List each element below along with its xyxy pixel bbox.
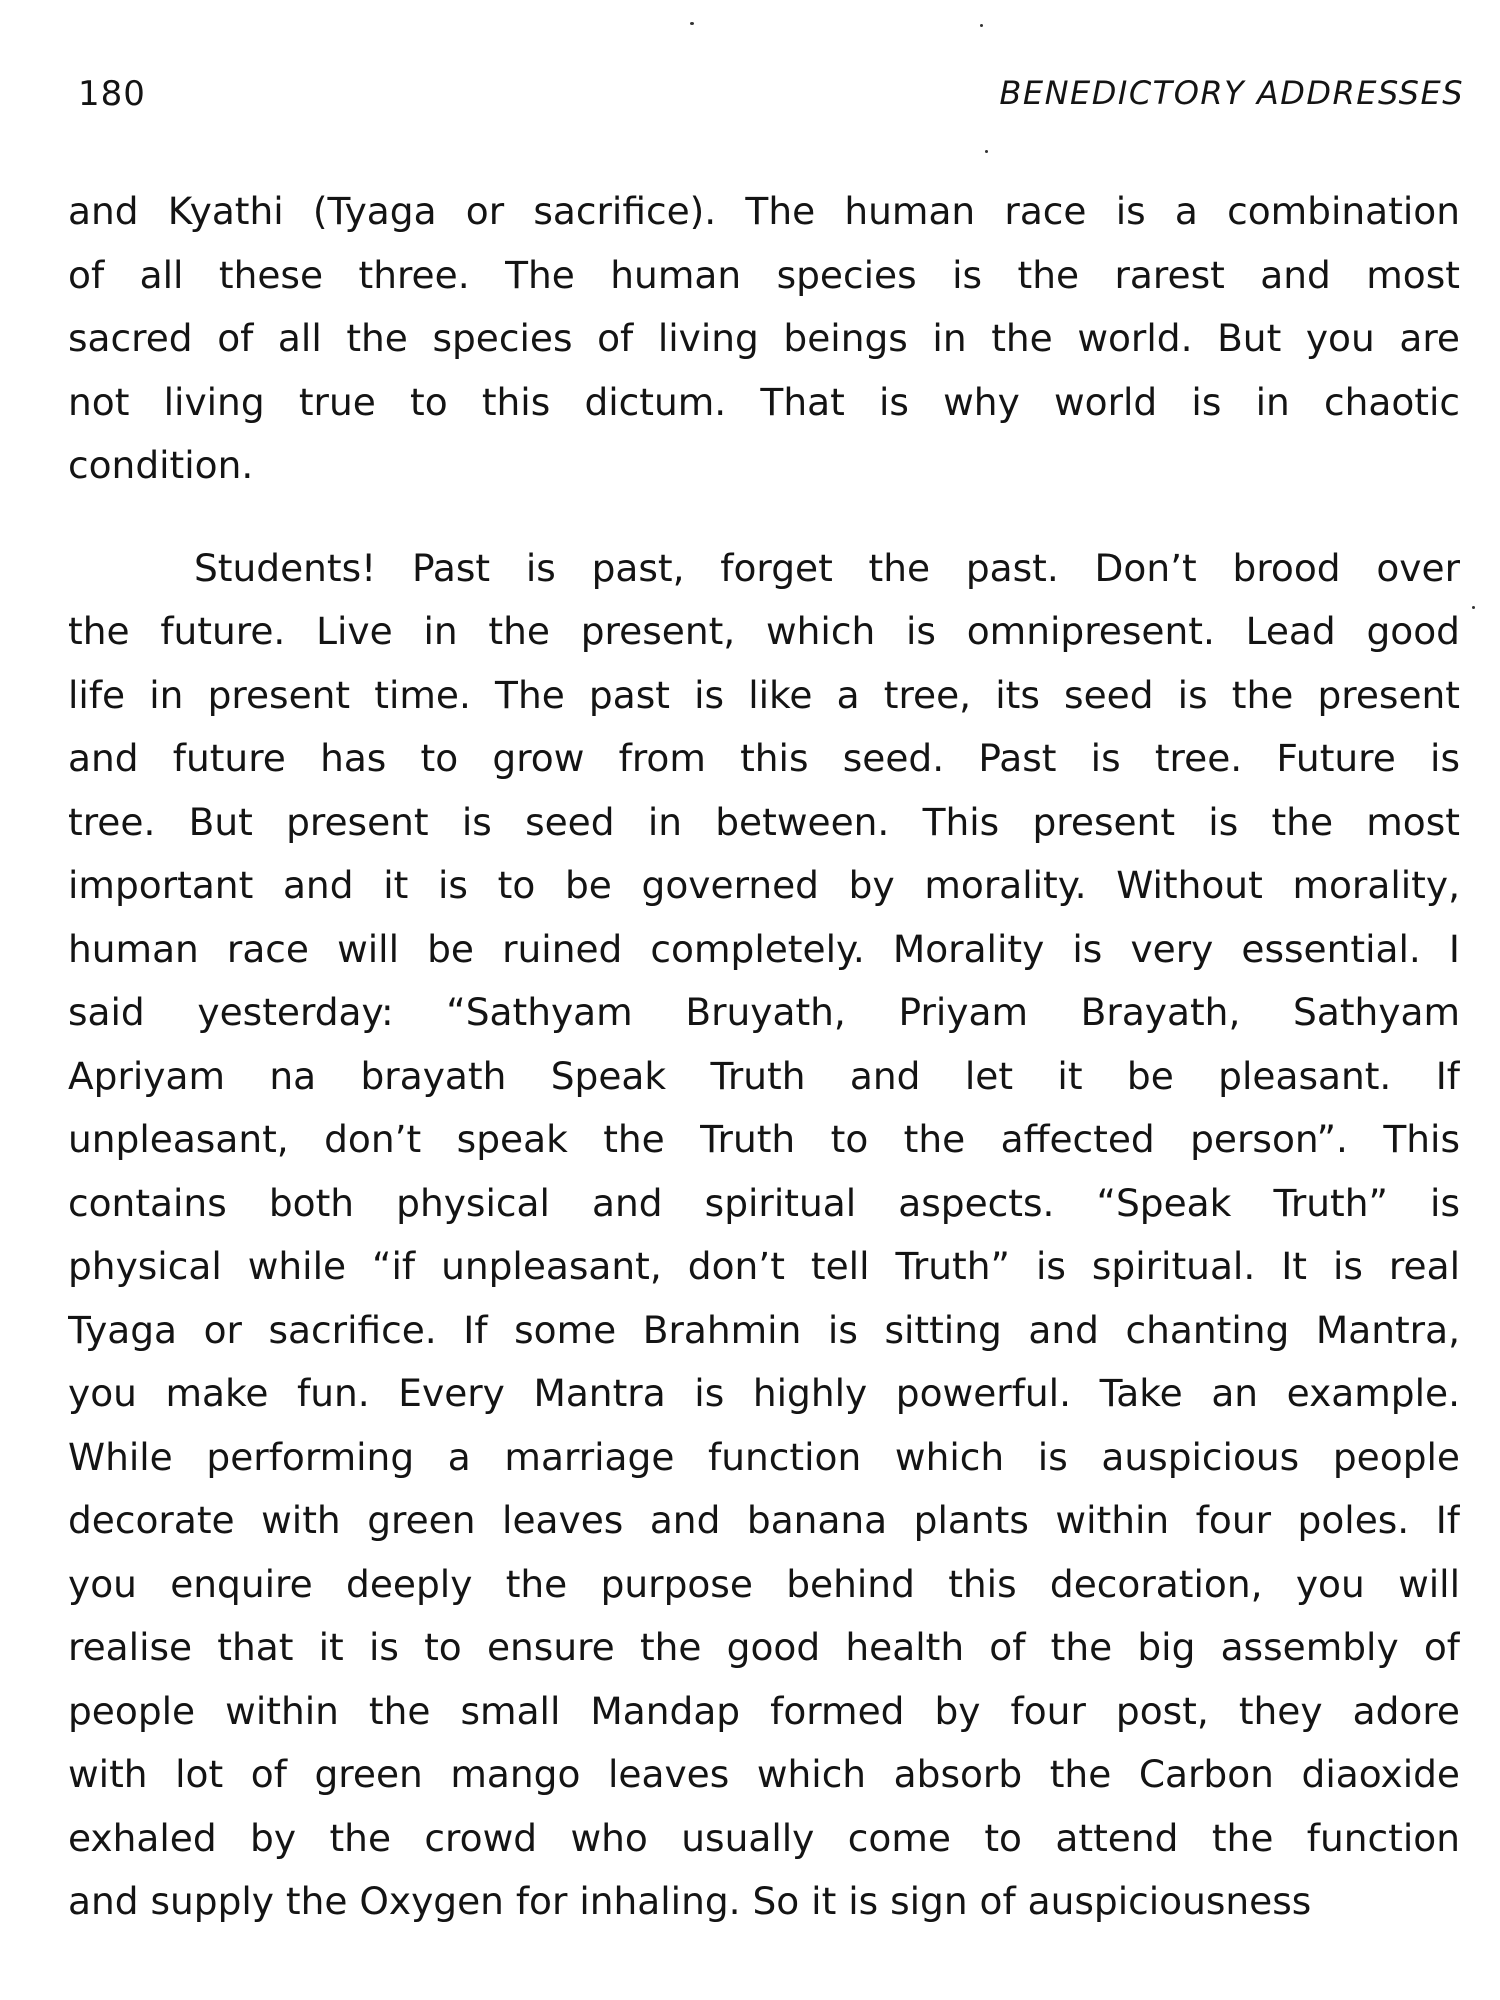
text-line: of all these three. The human species is the rarest and most — [68, 252, 1460, 297]
paragraph — [68, 537, 1460, 1934]
text-line: realise that it is to ensure the good health of the big assembly of — [68, 1625, 1460, 1669]
text-line: condition. — [68, 443, 254, 487]
text-line: decorate with green leaves and banana plants within four poles. If — [68, 1498, 1460, 1542]
text-line: Students! Past is past, forget the past. Don’t brood over — [194, 545, 1460, 590]
text-line: important and it is to be governed by morality. Without morality, — [68, 863, 1460, 907]
scan-speck — [690, 22, 694, 25]
text-line: and future has to grow from this seed. Past is tree. Future is — [68, 736, 1460, 780]
text-line: the future. Live in the present, which is omnipresent. Lead good — [68, 609, 1460, 653]
running-head: BENEDICTORY ADDRESSES — [999, 74, 1464, 112]
text-line: sacred of all the species of living beings in the world. But you are — [68, 316, 1460, 360]
scan-speck — [1472, 606, 1475, 609]
text-line: you make fun. Every Mantra is highly powerful. Take an example. — [68, 1371, 1460, 1415]
text-line: said yesterday: “Sathyam Bruyath, Priyam Brayath, Sathyam — [68, 990, 1460, 1034]
text-line: physical while “if unpleasant, don’t tell Truth” is spiritual. It is real — [68, 1244, 1460, 1288]
scan-speck — [985, 150, 988, 153]
text-line: life in present time. The past is like a tree, its seed is the present — [68, 672, 1460, 717]
text-line: and Kyathi (Tyaga or sacrifice). The human race is a combination — [68, 189, 1460, 233]
text-line: While performing a marriage function which is auspicious people — [68, 1434, 1460, 1479]
paragraph-gap — [68, 498, 1460, 537]
text-line: tree. But present is seed in between. This present is the most — [68, 799, 1460, 844]
page-number: 180 — [78, 74, 146, 114]
text-line: Tyaga or sacrifice. If some Brahmin is sitting and chanting Mantra, — [68, 1307, 1460, 1352]
text-line: contains both physical and spiritual aspects. “Speak Truth” is — [68, 1180, 1460, 1225]
text-line: people within the small Mandap formed by four post, they adore — [68, 1688, 1460, 1733]
text-line: Apriyam na brayath Speak Truth and let it be pleasant. If — [68, 1053, 1460, 1098]
text-line: and supply the Oxygen for inhaling. So it is sign of auspiciousness — [68, 1879, 1312, 1923]
page-header — [70, 74, 1464, 124]
text-line: human race will be ruined completely. Morality is very essential. I — [68, 926, 1460, 971]
scan-speck — [980, 24, 983, 27]
text-line: with lot of green mango leaves which absorb the Carbon diaoxide — [68, 1752, 1460, 1796]
text-line: unpleasant, don’t speak the Truth to the affected person”. This — [68, 1117, 1460, 1161]
body-text — [68, 180, 1460, 1934]
text-line: exhaled by the crowd who usually come to attend the function — [68, 1815, 1460, 1860]
text-line: not living true to this dictum. That is why world is in chaotic — [68, 379, 1460, 424]
text-line: you enquire deeply the purpose behind this decoration, you will — [68, 1561, 1460, 1606]
paragraph — [68, 180, 1460, 498]
